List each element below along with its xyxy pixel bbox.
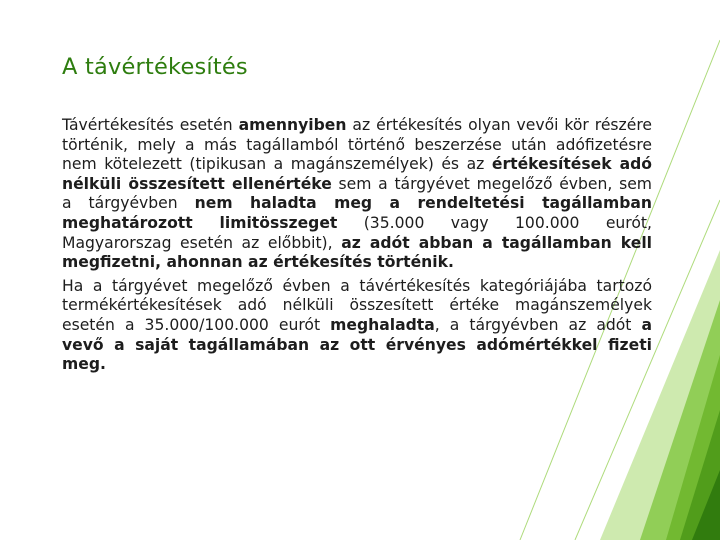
slide-body — [62, 116, 652, 375]
bold-text-run: amennyiben — [238, 116, 347, 134]
bold-text-run: nem haladta meg a rendeltetési tagállamban meghatározott limitösszeget — [62, 194, 652, 232]
bold-text-run: az adót abban a tagállamban kell megfizetni, ahonnan az értékesítés történik. — [62, 233, 653, 272]
paragraph-2 — [62, 277, 652, 375]
paragraph-1 — [62, 116, 652, 273]
text-run: az értékesítés olyan vevői kör részére történik, mely a más tagállamból történő beszerzése után adófizetésre nem kötelezett (tipikusan a magánszemélyek) és az — [62, 116, 653, 174]
text-run: , a tárgyévben az adót — [434, 315, 642, 334]
text-run: (35.000 vagy 100.000 eurót, Magyarorszag esetén az előbbit), — [62, 213, 652, 252]
text-run: sem a tárgyévet megelőző évben, sem a tárgyévben — [62, 174, 652, 213]
text-run: Távértékesítés esetén — [62, 116, 239, 134]
text-run: Ha a tárgyévet megelőző évben a távértékesítés kategóriájába tartozó termékértékesítések adó nélküli összesített értéke magánszemélyek esetén a 35.000/100.000 eurót — [62, 276, 652, 334]
bold-text-run: a vevő a saját tagállamában az ott érvényes adómértékkel fizeti meg. — [62, 315, 652, 374]
slide-title: A távértékesítés — [62, 54, 248, 80]
bold-text-run: értékesítések adó nélküli összesített ellenértéke — [62, 155, 652, 193]
bold-text-run: meghaladta — [330, 315, 435, 334]
